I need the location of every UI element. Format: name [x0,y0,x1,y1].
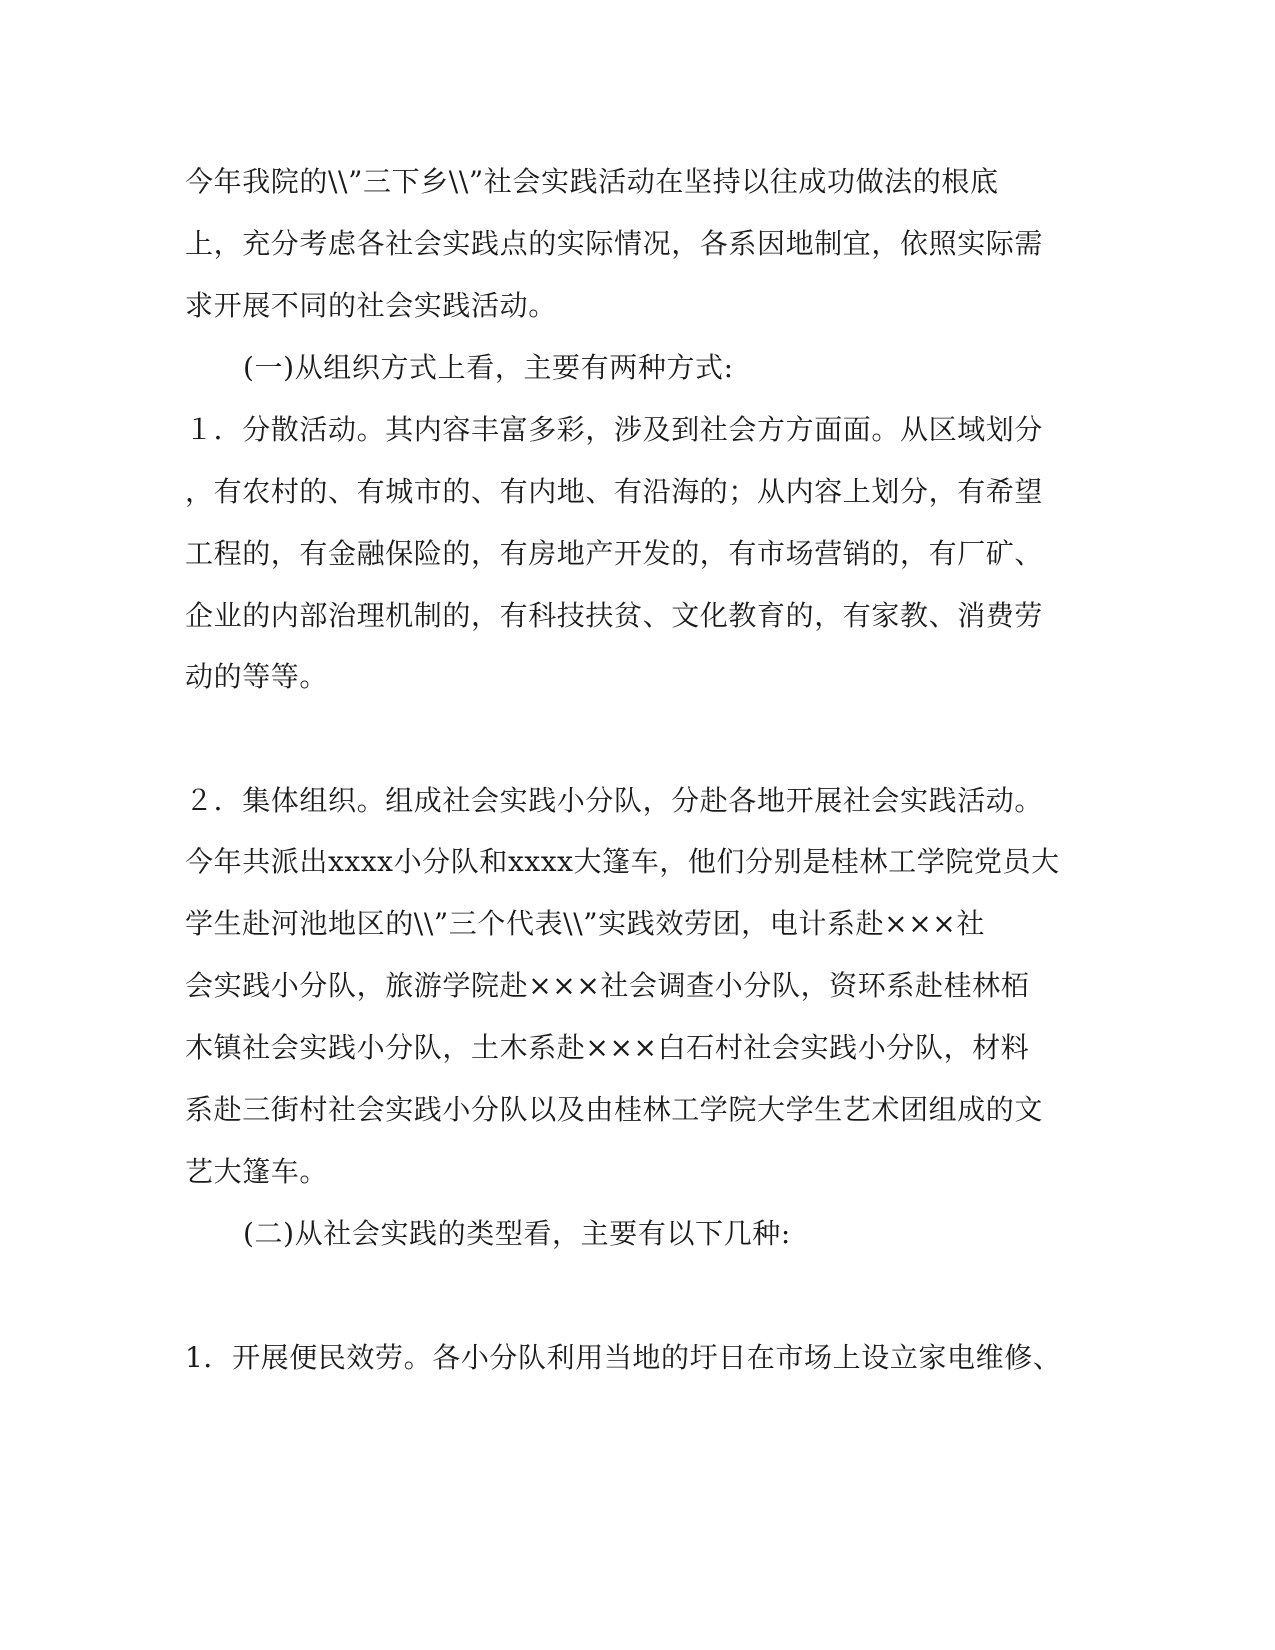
paragraph-line: 今年我院的\\”三下乡\\”社会实践活动在坚持以往成功做法的根底 [185,165,999,198]
paragraph-line: 动的等等。 [185,660,329,693]
paragraph-line: 工程的，有金融保险的，有房地产开发的，有市场营销的，有厂矿、 [185,537,1044,570]
paragraph-line: 系赴三街村社会实践小分队以及由桂林工学院大学生艺术团组成的文 [185,1093,1044,1126]
paragraph-line: 求开展不同的社会实践活动。 [185,289,557,322]
section-heading: (一)从组织方式上看，主要有两种方式: [243,351,734,384]
list-item-line: ２．集体组织。组成社会实践小分队，分赴各地开展社会实践活动。 [185,784,1044,817]
paragraph-line: 上，充分考虑各社会实践点的实际情况，各系因地制宜，依照实际需 [185,227,1044,260]
paragraph-line: 企业的内部治理机制的，有科技扶贫、文化教育的，有家教、消费劳 [185,599,1044,632]
paragraph-line: ，有农村的、有城市的、有内地、有沿海的；从内容上划分，有希望 [185,475,1044,508]
list-item-line: 1．开展便民效劳。各小分队利用当地的圩日在市场上设立家电维修、 [185,1341,1062,1374]
paragraph-line: 艺大篷车。 [185,1155,329,1188]
paragraph-line: 会实践小分队，旅游学院赴×××社会调查小分队，资环系赴桂林栢 [185,969,1030,1002]
paragraph-line: 学生赴河池地区的\\”三个代表\\”实践效劳团，电计系赴×××社 [185,907,985,940]
paragraph-line: 木镇社会实践小分队，土木系赴×××白石村社会实践小分队，材料 [185,1031,1030,1064]
section-heading: (二)从社会实践的类型看，主要有以下几种: [243,1217,791,1250]
paragraph-line: 今年共派出xxxx小分队和xxxx大篷车，他们分别是桂林工学院党员大 [185,845,1060,878]
list-item-line: １．分散活动。其内容丰富多彩，涉及到社会方方面面。从区域划分 [185,413,1044,446]
